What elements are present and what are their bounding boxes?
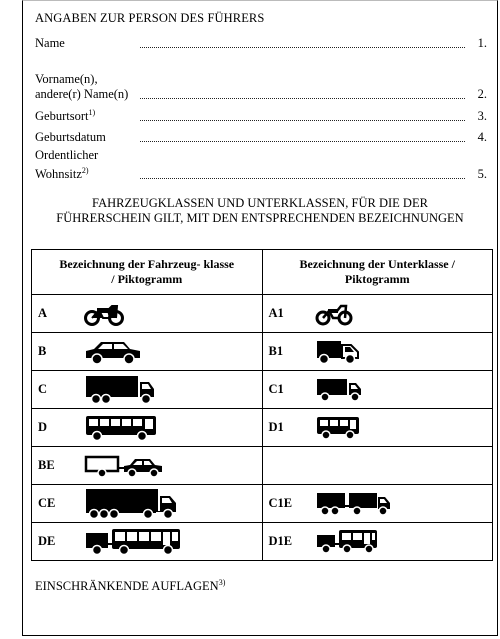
bus-with-trailer-icon [84,527,182,557]
field-number: 3. [477,109,487,123]
minibus-icon [315,415,361,441]
subclass-cell [262,447,493,485]
field-name [35,36,487,51]
class-cell [32,333,263,371]
truck-icon [84,375,156,405]
field-residence [35,147,487,182]
car-icon [84,339,142,365]
table-row [32,371,493,409]
table-row [32,409,493,447]
class-code: CE [38,496,56,510]
field-label: Ordentlicher Wohnsitz$^{2)}$ [35,147,99,181]
small-truck-icon [315,377,363,403]
motorcycle-icon [84,302,124,326]
subclass-cell [262,295,493,333]
fill-line[interactable] [140,98,465,99]
subclass-cell [262,409,493,447]
minibus-with-trailer-icon [315,528,379,556]
field-other-names [35,56,487,102]
subclass-cell [262,485,493,523]
subclass-cell [262,523,493,561]
field-number: 2. [477,87,487,101]
table-row [32,523,493,561]
class-cell [32,409,263,447]
subclass-code: B1 [268,344,284,358]
subclass-code: C1E [268,496,293,510]
class-code: D [38,420,48,434]
restrictions-label: EINSCHRÄNKENDE AUFLAGEN$^{3)}$ [35,578,226,594]
vehicle-classes-table [31,249,493,561]
truck-with-trailer-icon [84,488,180,520]
field-birthdate [35,130,487,145]
header-class: Bezeichnung der Fahrzeug- klasse / Piktogramm [32,250,263,295]
table-row [32,333,493,371]
class-cell [32,295,263,333]
table-row [32,295,493,333]
fill-line[interactable] [140,120,465,121]
class-code: A [38,306,48,320]
car-with-trailer-icon [84,453,164,479]
field-birthplace [35,109,487,124]
field-number: 4. [477,130,487,144]
small-truck-with-trailer-icon [315,490,393,518]
class-code: BE [38,458,55,472]
fill-line[interactable] [140,47,465,48]
header-subclass: Bezeichnung der Unterklasse / Piktogramm [262,250,493,295]
class-code: C [38,382,48,396]
fill-line[interactable] [140,178,465,179]
license-form-page [22,0,498,636]
field-label: Name [35,36,65,50]
field-number: 1. [477,36,487,50]
subclass-code: C1 [268,382,284,396]
field-label: Vorname(n), andere(r) Name(n) [35,72,129,101]
class-code: B [38,344,47,358]
table-row [32,447,493,485]
table-row [32,485,493,523]
subclass-cell [262,333,493,371]
footnote-mark: 2) [81,165,89,175]
field-number: 5. [477,167,487,181]
small-van-icon [315,339,361,365]
footnote-mark: 1) [88,107,96,117]
field-label: Geburtsdatum [35,130,106,144]
bus-icon [84,414,158,442]
small-motorcycle-icon [315,302,353,326]
subclass-cell [262,371,493,409]
table-header-row [32,250,493,295]
subclass-code: D1E [268,534,293,548]
person-heading: ANGABEN ZUR PERSON DES FÜHRERS [35,11,265,25]
classes-title: FAHRZEUGKLASSEN UND UNTERKLASSEN, FÜR DIE DER FÜHRERSCHEIN GILT, MIT DEN ENTSPRECHENDEN BEZEICHNUNGEN [56,196,464,225]
subclass-code: D1 [268,420,284,434]
field-label: Geburtsort$^{1)}$ [35,107,96,123]
footnote-mark: 3) [218,578,226,587]
class-code: DE [38,534,56,548]
fill-line[interactable] [140,141,465,142]
class-cell [32,447,263,485]
class-cell [32,485,263,523]
subclass-code: A1 [268,306,284,320]
class-cell [32,523,263,561]
class-cell [32,371,263,409]
